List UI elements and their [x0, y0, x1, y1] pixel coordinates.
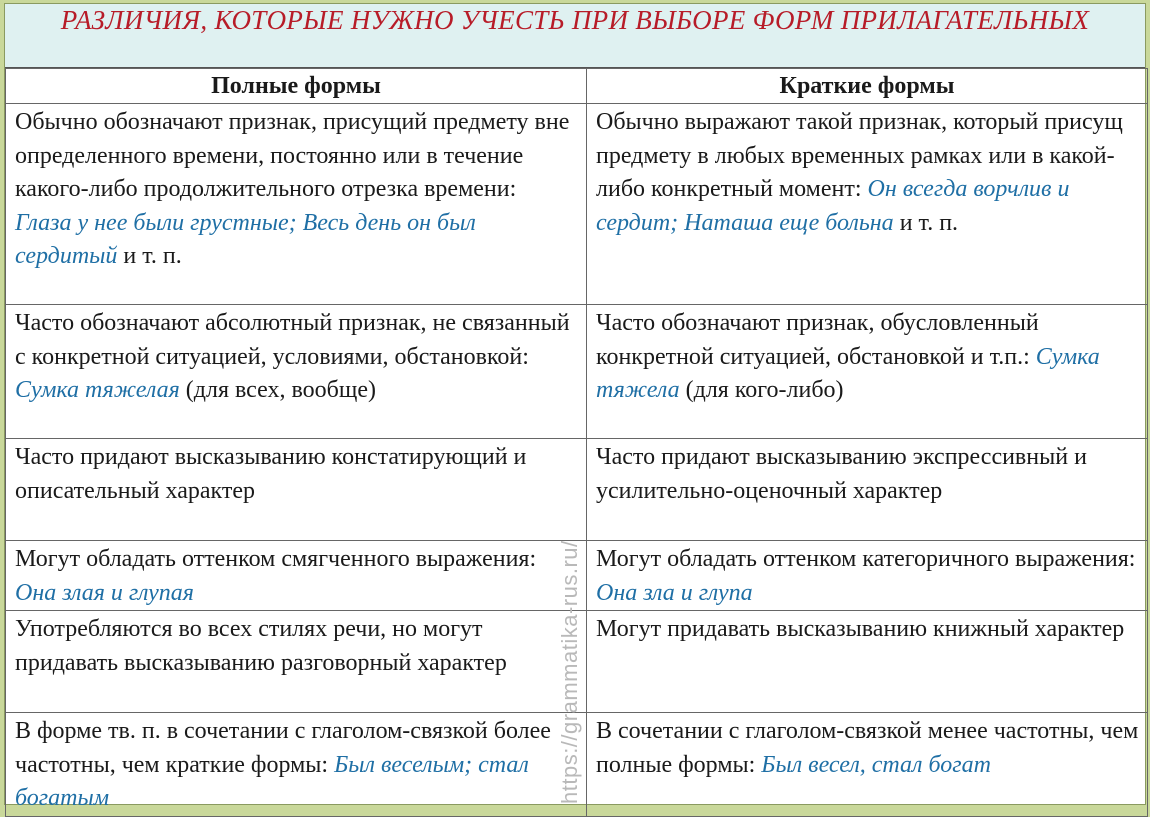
cell-full: Употребляются во всех стилях речи, но могут придавать высказыванию разговорный характер: [6, 611, 587, 713]
cell-short: Часто обозначают признак, обусловленный конкретной ситуацией, обстановкой и т.п.: Сумка тяжела (для кого-либо): [587, 305, 1148, 439]
header-full-forms: Полные формы: [6, 69, 587, 104]
header-short-forms: Краткие формы: [587, 69, 1148, 104]
example-text: Глаза у нее были грустные; Весь день он был сердитый: [15, 209, 476, 269]
table-row: [6, 305, 1148, 439]
cell-short: Обычно выражают такой признак, который присущ предмету в любых временных рамках или в какой-либо конкретный момент: Он всегда ворчлив и сердит; Наташа еще больна и т. п.: [587, 104, 1148, 305]
cell-short: Могут обладать оттенком категоричного выражения: Она зла и глупа: [587, 541, 1148, 611]
table-header-row: [6, 69, 1148, 104]
page-title: РАЗЛИЧИЯ, КОТОРЫЕ НУЖНО УЧЕСТЬ ПРИ ВЫБОРЕ ФОРМ ПРИЛАГАТЕЛЬНЫХ: [5, 4, 1145, 68]
cell-short: Часто придают высказыванию экспрессивный и усилительно-оценочный характер: [587, 439, 1148, 541]
cell-short: В сочетании с глаголом-связкой менее частотны, чем полные формы: Был весел, стал богат: [587, 713, 1148, 817]
example-text: Был веселым; стал богатым: [15, 751, 529, 811]
cell-full: Часто обозначают абсолютный признак, не связанный с конкретной ситуацией, условиями, обстановкой: Сумка тяжелая (для всех, вообще): [6, 305, 587, 439]
cell-full: Часто придают высказыванию констатирующий и описательный характер: [6, 439, 587, 541]
example-text: Он всегда ворчлив и сердит; Наташа еще больна: [596, 176, 1070, 236]
page-frame: [4, 3, 1146, 811]
cell-full: В форме тв. п. в сочетании с глаголом-связкой более частотны, чем краткие формы: Был веселым; стал богатым: [6, 713, 587, 817]
example-text: Она злая и глупая: [15, 579, 194, 606]
watermark-url: https://grammatika-rus.ru/: [557, 540, 582, 804]
table-row: [6, 104, 1148, 305]
cell-full: Могут обладать оттенком смягченного выражения: Она злая и глупая: [6, 541, 587, 611]
cell-full: Обычно обозначают признак, присущий предмету вне определенного времени, постоянно или в течение какого-либо продолжительного отрезка времени: Глаза у нее были грустные; Весь день он был сердитый и т. п.: [6, 104, 587, 305]
example-text: Был весел, стал богат: [761, 751, 991, 778]
example-text: Сумка тяжелая: [15, 377, 180, 403]
example-text: Она зла и глупа: [596, 579, 753, 606]
example-text: Сумка тяжела: [596, 343, 1100, 403]
cell-short: Могут придавать высказыванию книжный характер: [587, 611, 1148, 713]
table-row: [6, 439, 1148, 541]
